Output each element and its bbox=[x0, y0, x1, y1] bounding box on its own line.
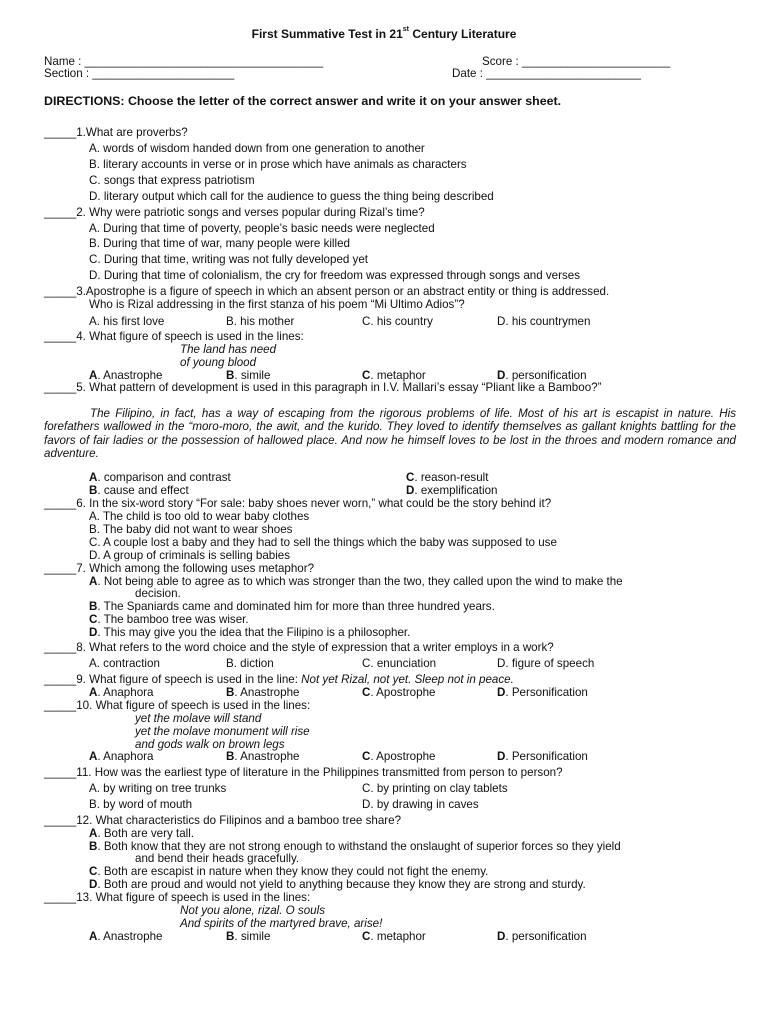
q10-option-d: D. Personification bbox=[497, 750, 588, 763]
q6-option-a: A. The child is too old to wear baby clothes bbox=[89, 510, 310, 523]
q13-option-a: A. Anastrophe bbox=[89, 930, 163, 943]
q3-option-a: A. his first love bbox=[89, 315, 165, 328]
q4-option-a: A. Anastrophe bbox=[89, 369, 163, 382]
q7-option-d: D. This may give you the idea that the Filipino is a philosopher. bbox=[89, 626, 411, 639]
q1-option-b: B. literary accounts in verse or in prose which have animals as characters bbox=[89, 158, 467, 171]
q7-option-c: C. The bamboo tree was wiser. bbox=[89, 613, 249, 626]
q11-option-c: C. by printing on clay tablets bbox=[362, 782, 508, 795]
q8-option-a: A. contraction bbox=[89, 657, 160, 670]
q12-option-d: D. Both are proud and would not yield to anything because they know they are strong and sturdy. bbox=[89, 878, 586, 891]
question-2-stem: _____2. Why were patriotic songs and verses popular during Rizal’s time? bbox=[44, 206, 425, 219]
q10-option-b: B. Anastrophe bbox=[226, 750, 300, 763]
question-11-stem: _____11. How was the earliest type of literature in the Philippines transmitted from person to person? bbox=[44, 766, 563, 779]
q13-option-b: B. simile bbox=[226, 930, 271, 943]
q13-option-c: C. metaphor bbox=[362, 930, 426, 943]
q2-option-a: A. During that time of poverty, people’s basic needs were neglected bbox=[89, 222, 435, 235]
q7-option-a-cont: decision. bbox=[135, 587, 181, 600]
question-3-stem-cont: Who is Rizal addressing in the first stanza of his poem “Mi Ultimo Adios”? bbox=[89, 298, 465, 311]
question-13-stem: _____13. What figure of speech is used in the lines: bbox=[44, 891, 311, 904]
q11-option-d: D. by drawing in caves bbox=[362, 798, 479, 811]
title-superscript: st bbox=[402, 26, 410, 33]
q9-option-d: D. Personification bbox=[497, 686, 588, 699]
q4-poem-line-1: The land has need bbox=[180, 343, 277, 356]
date-label: Date : bbox=[452, 67, 487, 80]
q5-passage: The Filipino, in fact, has a way of escaping from the rigorous problems of life. Most of his art is escapist in nature. His forefathers wallowed in the “moro-moro, the awit, and the kurido. They loved to identify themselves as gallant knights battling for the favors of fair ladies or the possession of hallowed place. And now he himself loves to be lost in the throes and modern romance and adventure. bbox=[44, 407, 736, 460]
title-text: First Summative Test in 21 bbox=[251, 27, 403, 41]
date-line bbox=[452, 67, 641, 80]
q1-option-c: C. songs that express patriotism bbox=[89, 174, 255, 187]
q6-option-d: D. A group of criminals is selling babies bbox=[89, 549, 291, 562]
page-title bbox=[0, 28, 768, 41]
question-12-stem: _____12. What characteristics do Filipinos and a bamboo tree share? bbox=[44, 814, 402, 827]
q2-option-c: C. During that time, writing was not fully developed yet bbox=[89, 253, 369, 266]
q8-option-c: C. enunciation bbox=[362, 657, 437, 670]
section-line bbox=[44, 67, 234, 80]
q5-option-c: C. reason-result bbox=[406, 471, 489, 484]
q10-poem-line-3: and gods walk on brown legs bbox=[135, 738, 285, 751]
q5-option-d: D. exemplification bbox=[406, 484, 498, 497]
question-8-stem: _____8. What refers to the word choice and the style of expression that a writer employs in a work? bbox=[44, 641, 554, 654]
question-1-stem: _____1.What are proverbs? bbox=[44, 126, 188, 139]
q13-option-d: D. personification bbox=[497, 930, 587, 943]
q9-option-a: A. Anaphora bbox=[89, 686, 154, 699]
q7-option-a: A. Not being able to agree as to which was stronger than the two, they called upon the wind to make the bbox=[89, 575, 623, 588]
date-blank: ________________________ bbox=[486, 67, 641, 80]
question-3-stem: _____3.Apostrophe is a figure of speech in which an absent person or an abstract entity or thing is addressed. bbox=[44, 285, 610, 298]
q6-option-c: C. A couple lost a baby and they had to sell the things which the baby was supposed to use bbox=[89, 536, 557, 549]
section-label: Section : bbox=[44, 67, 93, 80]
q12-option-a: A. Both are very tall. bbox=[89, 827, 195, 840]
q12-option-b-cont: and bend their heads gracefully. bbox=[135, 852, 300, 865]
q12-option-b: B. Both know that they are not strong enough to withstand the onslaught of superior forces so they yield bbox=[89, 840, 621, 853]
question-9-stem: _____9. What figure of speech is used in the line: Not yet Rizal, not yet. Sleep not in peace. bbox=[44, 673, 514, 686]
directions: DIRECTIONS: Choose the letter of the correct answer and write it on your answer sheet. bbox=[44, 94, 562, 108]
q4-poem-line-2: of young blood bbox=[180, 356, 257, 369]
q7-option-b: B. The Spaniards came and dominated him for more than three hundred years. bbox=[89, 600, 495, 613]
name-blank: _____________________________________ bbox=[84, 55, 324, 68]
q4-option-d: D. personification bbox=[497, 369, 587, 382]
q1-option-d: D. literary output which call for the audience to guess the thing being described bbox=[89, 190, 494, 203]
section-blank: ______________________ bbox=[92, 67, 235, 80]
q2-option-d: D. During that time of colonialism, the cry for freedom was expressed through songs and verses bbox=[89, 269, 581, 282]
q5-option-b: B. cause and effect bbox=[89, 484, 189, 497]
question-5-stem: _____5. What pattern of development is used in this paragraph in I.V. Mallari’s essay “Pliant like a Bamboo?” bbox=[44, 381, 602, 394]
q13-poem-line-2: And spirits of the martyred brave, arise! bbox=[180, 917, 383, 930]
q10-poem-line-1: yet the molave will stand bbox=[135, 712, 262, 725]
q10-option-c: C. Apostrophe bbox=[362, 750, 436, 763]
q12-option-c: C. Both are escapist in nature when they know they could not fight the enemy. bbox=[89, 865, 489, 878]
q11-option-a: A. by writing on tree trunks bbox=[89, 782, 227, 795]
q4-option-c: C. metaphor bbox=[362, 369, 426, 382]
q8-option-b: B. diction bbox=[226, 657, 274, 670]
q3-option-c: C. his country bbox=[362, 315, 433, 328]
question-10-stem: _____10. What figure of speech is used in the lines: bbox=[44, 699, 311, 712]
q11-option-b: B. by word of mouth bbox=[89, 798, 193, 811]
score-label: Score : bbox=[482, 55, 522, 68]
q5-option-a: A. comparison and contrast bbox=[89, 471, 231, 484]
question-4-stem: _____4. What figure of speech is used in the lines: bbox=[44, 330, 304, 343]
q3-option-d: D. his countrymen bbox=[497, 315, 591, 328]
q9-option-c: C. Apostrophe bbox=[362, 686, 436, 699]
q13-poem-line-1: Not you alone, rizal. O souls bbox=[180, 904, 325, 917]
q9-option-b: B. Anastrophe bbox=[226, 686, 300, 699]
q8-option-d: D. figure of speech bbox=[497, 657, 595, 670]
q1-option-a: A. words of wisdom handed down from one generation to another bbox=[89, 142, 425, 155]
q2-option-b: B. During that time of war, many people were killed bbox=[89, 237, 350, 250]
q6-option-b: B. The baby did not want to wear shoes bbox=[89, 523, 293, 536]
title-text-end: Century Literature bbox=[409, 27, 517, 41]
question-6-stem: _____6. In the six-word story “For sale: baby shoes never worn,” what could be the story behind it? bbox=[44, 497, 552, 510]
q10-poem-line-2: yet the molave monument will rise bbox=[135, 725, 310, 738]
q10-option-a: A. Anaphora bbox=[89, 750, 154, 763]
name-label: Name : bbox=[44, 55, 85, 68]
score-blank: _______________________ bbox=[521, 55, 671, 68]
q3-option-b: B. his mother bbox=[226, 315, 295, 328]
q4-option-b: B. simile bbox=[226, 369, 271, 382]
question-7-stem: _____7. Which among the following uses metaphor? bbox=[44, 562, 315, 575]
